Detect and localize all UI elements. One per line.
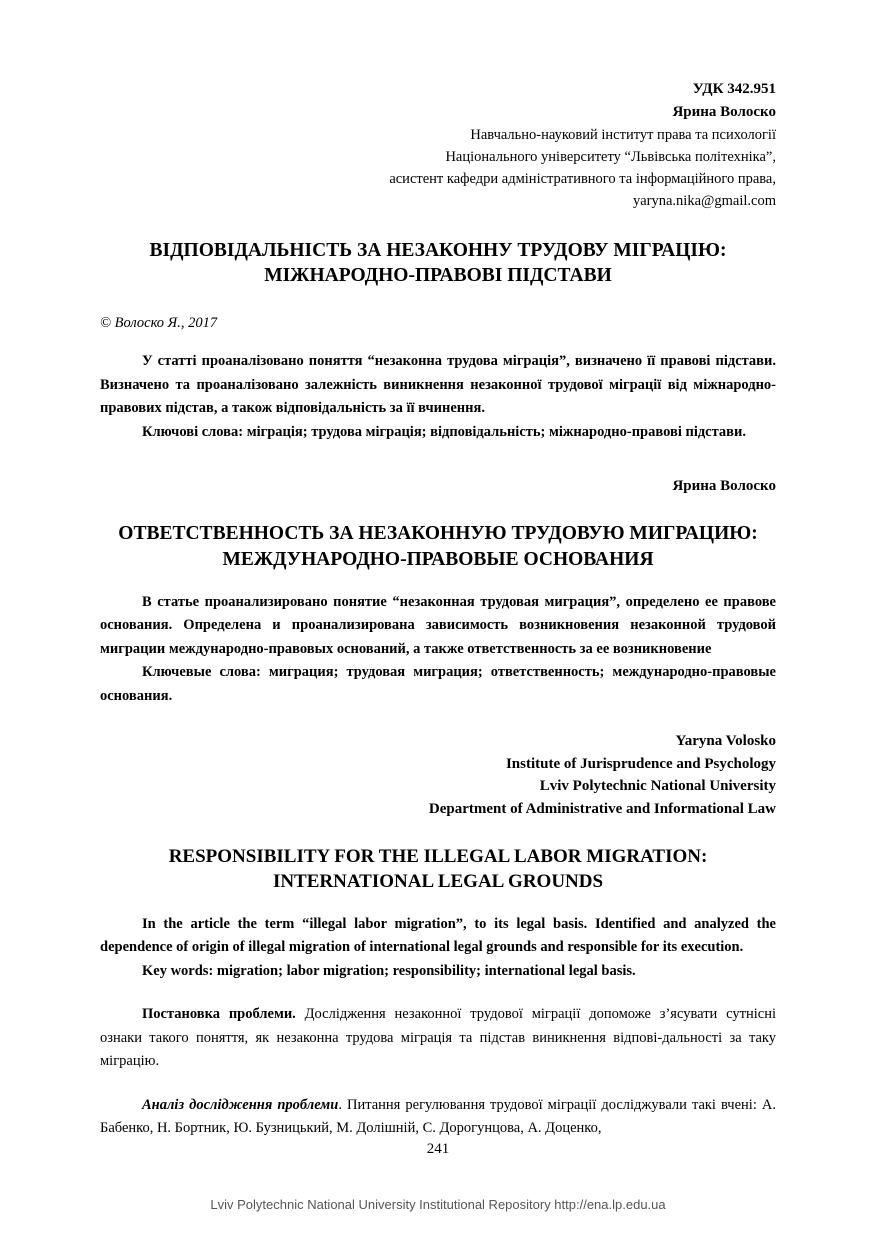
abstract-uk — [100, 350, 776, 444]
page-title-ru-line-1: ОТВЕТСТВЕННОСТЬ ЗА НЕЗАКОННУЮ ТРУДОВУЮ МИГРАЦИЮ: — [118, 523, 758, 545]
page-title-en — [100, 844, 776, 895]
page-title-uk-line-2: МІЖНАРОДНО-ПРАВОВІ ПІДСТАВИ — [264, 265, 612, 287]
paragraph-problem-statement — [100, 1003, 776, 1073]
udk-code: УДК 342.951 — [692, 81, 776, 97]
page-title-uk — [100, 238, 776, 289]
author-name-ru: Ярина Волоско — [672, 478, 776, 495]
paragraph-analysis — [100, 1094, 776, 1141]
keywords-uk: Ключові слова: міграція; трудова міграція; відповідальність; міжнародно-правові підстави. — [142, 423, 746, 440]
page-title-ru-line-2: МЕЖДУНАРОДНО-ПРАВОВЫЕ ОСНОВАНИЯ — [222, 548, 654, 570]
keywords-ru: Ключевые слова: миграция; трудовая миграция; ответственность; международно-правовые основания. — [100, 664, 776, 704]
section-text-problem-statement: Дослідження незаконної трудової міграції допоможе з’ясувати сутнісні ознаки такого поняття, як незаконна трудова міграція та підстав виникнення відпові-дальності за таку міграцію. — [100, 1006, 776, 1070]
section-text-analysis: . Питання регулювання трудової міграції досліджували такі вчені: А. Бабенко, Н. Бортник, Ю. Бузницький, М. Долішній, С. Дорогунцова, А. Доценко, — [100, 1096, 776, 1137]
page-title-en-line-1: RESPONSIBILITY FOR THE ILLEGAL LABOR MIGRATION: — [168, 846, 708, 868]
body-section-problem-statement — [100, 1003, 776, 1073]
section-lead-analysis: Аналіз дослідження проблеми — [142, 1096, 339, 1113]
affiliation-en-line-1: Institute of Jurisprudence and Psychology — [505, 755, 776, 772]
abstract-en-text: In the article the term “illegal labor migration”, to its legal basis. Identified and analyzed the dependence of origin of illegal migration of international legal grounds and responsible for its execution. — [100, 915, 776, 956]
affiliation-line-2: Національного університету “Львівська політехніка”, — [445, 148, 776, 165]
copyright-notice: © Волоско Я., 2017 — [100, 315, 218, 332]
page-title-ru — [100, 521, 776, 572]
repository-footer: Lviv Polytechnic National University Institutional Repository http://ena.lp.edu.ua — [210, 1197, 666, 1212]
header-block — [100, 78, 776, 212]
keywords-en: Key words: migration; labor migration; responsibility; international legal basis. — [142, 962, 636, 979]
author-email: yaryna.nika@gmail.com — [632, 192, 776, 209]
abstract-ru-text: В статье проанализировано понятие “незаконная трудовая миграция”, определено ее правове основания. Определена и проанализирована зависимость возникновения незаконной трудовой миграции международно-правовых оснований, а также ответственность за ее возникновение — [100, 593, 776, 657]
abstract-ru — [100, 591, 776, 708]
section-lead-problem-statement: Постановка проблеми. — [142, 1006, 296, 1023]
author-name-en: Yaryna Volosko — [675, 733, 776, 750]
header-block-en — [100, 730, 776, 820]
affiliation-en-line-2: Lviv Polytechnic National University — [539, 778, 776, 795]
page-number: 241 — [426, 1141, 450, 1157]
abstract-uk-text: У статті проаналізовано поняття “незаконна трудова міграція”, визначено її правові підстави. Визначено та проаналізовано залежність виникнення незаконної трудової міграції від міжнародно-правових підстав, а також відповідальність за її вчинення. — [100, 353, 776, 417]
page-title-en-line-2: INTERNATIONAL LEGAL GROUNDS — [272, 871, 604, 893]
affiliation-line-1: Навчально-науковий інститут права та психології — [470, 126, 776, 143]
page-title-uk-line-1: ВІДПОВІДАЛЬНІСТЬ ЗА НЕЗАКОННУ ТРУДОВУ МІГРАЦІЮ: — [149, 239, 727, 261]
author-name-uk: Ярина Волоско — [672, 103, 776, 120]
body-section-analysis — [100, 1094, 776, 1141]
affiliation-line-3: асистент кафедри адміністративного та інформаційного права, — [389, 170, 776, 187]
abstract-en — [100, 913, 776, 983]
affiliation-en-line-3: Department of Administrative and Informational Law — [428, 800, 776, 817]
